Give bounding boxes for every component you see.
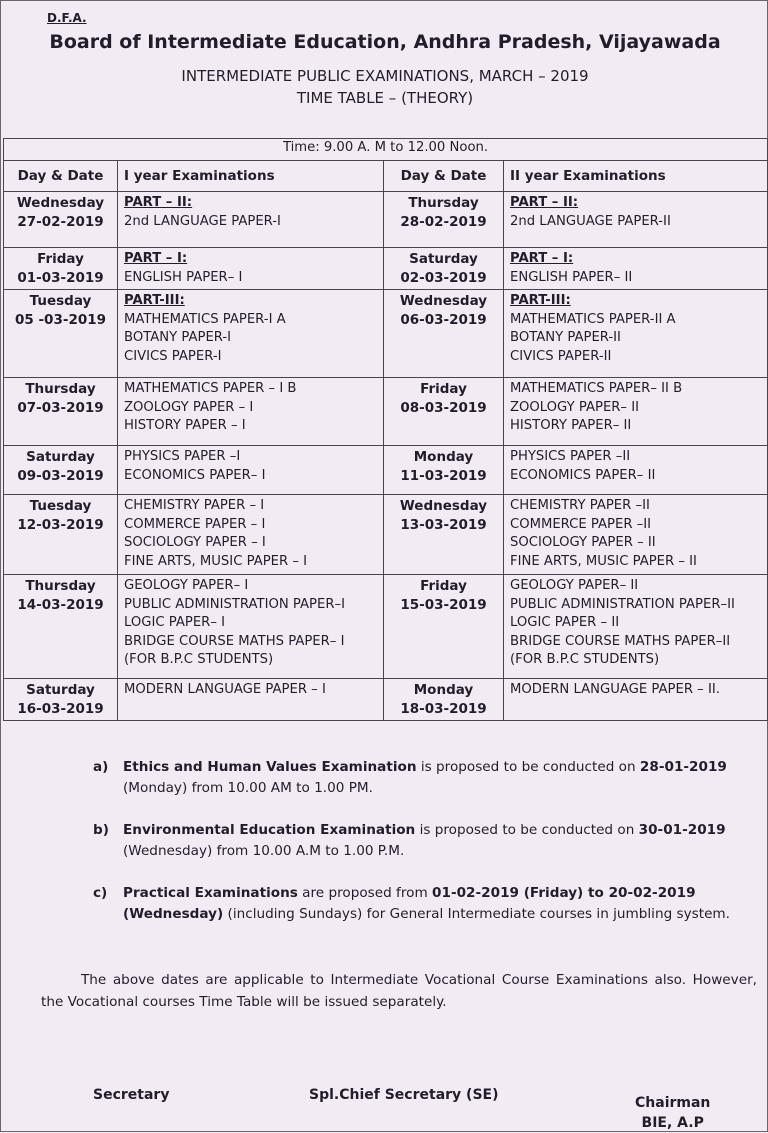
subjects-cell: [504, 495, 768, 575]
subjects-cell: [118, 495, 384, 575]
subjects-cell: [504, 192, 768, 248]
subject-item: PUBLIC ADMINISTRATION PAPER–II: [510, 596, 735, 612]
subject-item: PUBLIC ADMINISTRATION PAPER–I: [124, 596, 345, 612]
subjects-cell: [504, 290, 768, 378]
day-date-cell: [4, 446, 118, 495]
header-second-year: II year Examinations: [504, 161, 768, 192]
exam-date: 05 -03-2019: [14, 311, 107, 328]
exam-date: 08-03-2019: [400, 399, 487, 416]
exam-date: 28-02-2019: [400, 213, 487, 230]
subject-item: LOGIC PAPER– I: [124, 615, 226, 630]
exam-date: 01-03-2019: [17, 269, 104, 286]
day-date-cell: [4, 192, 118, 248]
subject-item: PHYSICS PAPER –II: [510, 449, 631, 464]
day-name: Friday: [37, 251, 84, 267]
subjects-cell: [504, 446, 768, 495]
subjects-cell: [504, 378, 768, 446]
table-row: [4, 575, 768, 679]
exam-date: 13-03-2019: [400, 516, 487, 533]
subjects-cell: [118, 290, 384, 378]
subject-item: MODERN LANGUAGE PAPER – I: [124, 682, 326, 697]
note-date: 28-01-2019: [639, 759, 727, 775]
exam-date: 06-03-2019: [400, 311, 487, 328]
table-row: [4, 679, 768, 721]
signature-chairman: [635, 1093, 710, 1133]
day-date-cell: [4, 495, 118, 575]
subject-item: MATHEMATICS PAPER-II A: [510, 311, 676, 327]
day-date-cell: [384, 679, 504, 721]
subjects-cell: [504, 575, 768, 679]
subjects-cell: [504, 679, 768, 721]
header-day-date-1: Day & Date: [4, 161, 118, 192]
exam-date: 27-02-2019: [17, 213, 104, 230]
subject-item: MATHEMATICS PAPER – I B: [124, 381, 297, 396]
table-row: [4, 495, 768, 575]
subject-item: BOTANY PAPER-II: [510, 330, 621, 345]
part-label: PART – II:: [510, 195, 579, 210]
day-date-cell: [4, 290, 118, 378]
day-name: Tuesday: [29, 498, 92, 514]
subjects-cell: [118, 378, 384, 446]
signature-spl-chief-secretary: Spl.Chief Secretary (SE): [309, 1087, 499, 1103]
exam-date: 12-03-2019: [17, 516, 104, 533]
subject-item: BRIDGE COURSE MATHS PAPER–II: [510, 633, 731, 649]
exam-title: INTERMEDIATE PUBLIC EXAMINATIONS, MARCH – 2019: [181, 67, 589, 85]
exam-date: 11-03-2019: [400, 467, 487, 484]
subjects-cell: [504, 248, 768, 290]
day-date-cell: [384, 446, 504, 495]
subject-item: (FOR B.P.C STUDENTS): [510, 652, 660, 667]
note-text: is proposed to be conducted on: [416, 759, 640, 775]
footer-text: The above dates are applicable to Intermediate Vocational Course Examinations also. However, the Vocational courses Time Table will be issued separately.: [41, 972, 757, 1010]
note-text: (Wednesday) from 10.00 A.M to 1.00 P.M.: [123, 843, 405, 859]
exam-date: 07-03-2019: [17, 399, 104, 416]
note-text: is proposed to be conducted on: [415, 822, 639, 838]
chairman-title: Chairman: [635, 1095, 711, 1111]
note-label: c): [93, 885, 108, 901]
exam-date: 09-03-2019: [17, 467, 104, 484]
chairman-org: BIE, A.P: [641, 1115, 704, 1131]
subject-item: MATHEMATICS PAPER– II B: [510, 381, 683, 396]
day-date-cell: [4, 575, 118, 679]
subject-item: MODERN LANGUAGE PAPER – II.: [510, 682, 720, 697]
day-date-cell: [384, 290, 504, 378]
subject-item: LOGIC PAPER – II: [510, 615, 620, 630]
subject-item: ECONOMICS PAPER– I: [124, 467, 266, 483]
dfa-label: D.F.A.: [47, 11, 87, 25]
day-name: Thursday: [25, 578, 96, 594]
note-a: [93, 757, 733, 799]
header-row: [4, 161, 768, 192]
subject-item: 2nd LANGUAGE PAPER-I: [124, 213, 281, 229]
table-row: [4, 446, 768, 495]
subjects-cell: [118, 248, 384, 290]
day-name: Saturday: [409, 251, 478, 267]
subject-item: ENGLISH PAPER– II: [510, 269, 633, 285]
subject-item: 2nd LANGUAGE PAPER-II: [510, 213, 671, 229]
subject-item: FINE ARTS, MUSIC PAPER – I: [124, 553, 308, 569]
exam-date: 18-03-2019: [400, 700, 487, 717]
table-row: [4, 378, 768, 446]
day-name: Thursday: [408, 195, 479, 211]
subject-item: PHYSICS PAPER –I: [124, 449, 241, 464]
day-date-cell: [4, 378, 118, 446]
note-title: Environmental Education Examination: [123, 822, 416, 838]
header-first-year: I year Examinations: [118, 161, 384, 192]
note-text: (including Sundays) for General Intermediate courses in jumbling system.: [223, 906, 730, 922]
header-day-date-2: Day & Date: [384, 161, 504, 192]
note-date: 01-02-2019 (Friday) to 20-02-2019 (Wednesday): [123, 885, 696, 922]
subjects-cell: [118, 446, 384, 495]
timetable-title: TIME TABLE – (THEORY): [296, 89, 474, 107]
note-text: (Monday) from 10.00 AM to 1.00 PM.: [123, 780, 373, 796]
subject-item: ECONOMICS PAPER– II: [510, 467, 656, 483]
exam-time: Time: 9.00 A. M to 12.00 Noon.: [4, 139, 768, 161]
day-name: Monday: [413, 682, 474, 698]
note-title: Ethics and Human Values Examination: [123, 759, 417, 775]
note-label: b): [93, 822, 109, 838]
subject-item: CHEMISTRY PAPER –II: [510, 498, 650, 513]
subjects-cell: [118, 575, 384, 679]
day-name: Saturday: [26, 682, 95, 698]
subject-item: ZOOLOGY PAPER– II: [510, 399, 640, 415]
note-label: a): [93, 759, 109, 775]
subject-item: GEOLOGY PAPER– I: [124, 578, 249, 593]
signature-secretary: Secretary: [93, 1087, 170, 1103]
note-c: [93, 883, 733, 925]
part-label: PART – I:: [124, 251, 188, 266]
part-label: PART – II:: [124, 195, 193, 210]
subject-item: COMMERCE PAPER – I: [124, 516, 266, 532]
subject-item: ENGLISH PAPER– I: [124, 269, 243, 285]
notes: [93, 757, 733, 946]
subject-item: MATHEMATICS PAPER-I A: [124, 311, 286, 327]
subject-item: COMMERCE PAPER –II: [510, 516, 652, 532]
exam-date: 02-03-2019: [400, 269, 487, 286]
day-date-cell: [384, 192, 504, 248]
day-name: Friday: [420, 381, 467, 397]
day-name: Monday: [413, 449, 474, 465]
note-date: 30-01-2019: [638, 822, 726, 838]
subject-item: FINE ARTS, MUSIC PAPER – II: [510, 553, 697, 569]
note-text: are proposed from: [297, 885, 433, 901]
day-name: Tuesday: [29, 293, 92, 309]
subject-item: SOCIOLOGY PAPER – II: [510, 535, 656, 550]
day-name: Wednesday: [16, 195, 105, 211]
part-label: PART-III:: [124, 293, 185, 308]
subject-item: CIVICS PAPER-I: [124, 348, 222, 364]
day-name: Thursday: [25, 381, 96, 397]
day-date-cell: [384, 575, 504, 679]
subject-item: HISTORY PAPER– II: [510, 418, 632, 433]
timetable: [3, 138, 768, 721]
day-name: Saturday: [26, 449, 95, 465]
day-date-cell: [384, 378, 504, 446]
day-date-cell: [4, 248, 118, 290]
subject-item: CIVICS PAPER-II: [510, 348, 612, 364]
exam-date: 15-03-2019: [400, 596, 487, 613]
subject-item: HISTORY PAPER – I: [124, 418, 246, 433]
board-title: Board of Intermediate Education, Andhra Pradesh, Vijayawada: [49, 31, 721, 53]
subject-item: GEOLOGY PAPER– II: [510, 578, 639, 593]
time-row: [4, 139, 768, 161]
table-row: [4, 248, 768, 290]
note-title: Practical Examinations: [123, 885, 298, 901]
subject-item: ZOOLOGY PAPER – I: [124, 399, 254, 415]
day-name: Wednesday: [399, 293, 488, 309]
subjects-cell: [118, 192, 384, 248]
exam-date: 16-03-2019: [17, 700, 104, 717]
subject-item: (FOR B.P.C STUDENTS): [124, 652, 274, 667]
subject-item: CHEMISTRY PAPER – I: [124, 498, 265, 513]
table-row: [4, 192, 768, 248]
subject-item: BOTANY PAPER-I: [124, 330, 232, 345]
note-b: [93, 820, 733, 862]
part-label: PART – I:: [510, 251, 574, 266]
day-name: Friday: [420, 578, 467, 594]
day-date-cell: [4, 679, 118, 721]
part-label: PART-III:: [510, 293, 571, 308]
subject-item: BRIDGE COURSE MATHS PAPER– I: [124, 633, 345, 649]
timetable-body: [4, 192, 768, 721]
day-name: Wednesday: [399, 498, 488, 514]
subjects-cell: [118, 679, 384, 721]
exam-date: 14-03-2019: [17, 596, 104, 613]
subject-item: SOCIOLOGY PAPER – I: [124, 535, 266, 550]
day-date-cell: [384, 495, 504, 575]
day-date-cell: [384, 248, 504, 290]
table-row: [4, 290, 768, 378]
